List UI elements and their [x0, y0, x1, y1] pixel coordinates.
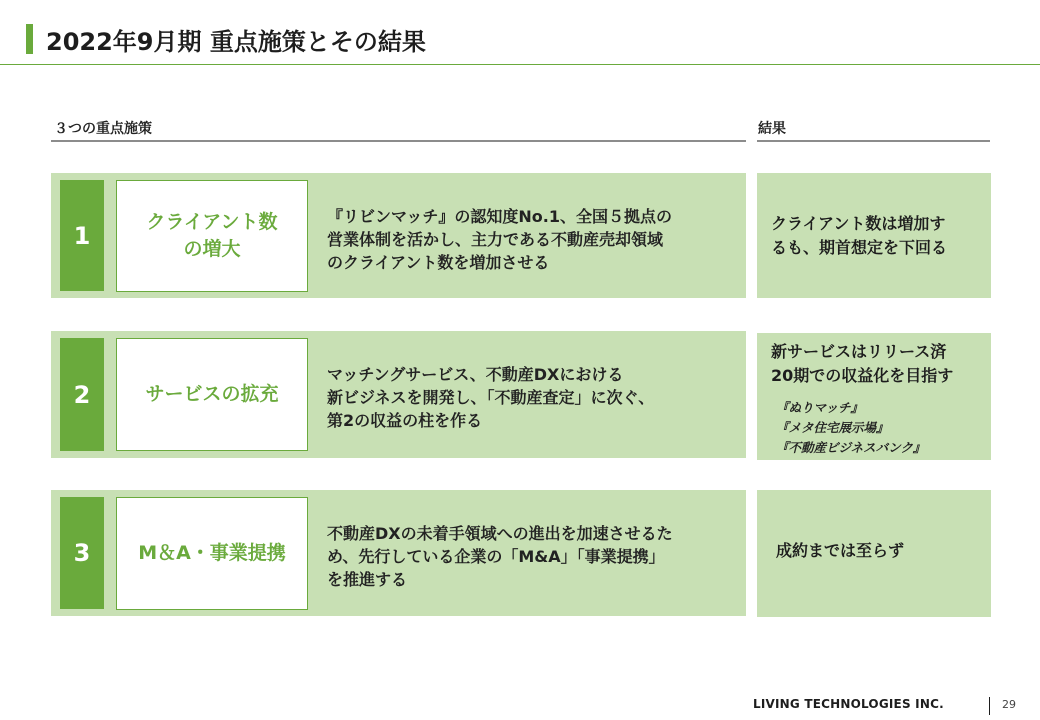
measures-header: ３つの重点施策 — [54, 121, 152, 137]
measure-name-2: サービスの拡充 — [116, 338, 308, 451]
page-title: 2022年9月期 重点施策とその結果 — [46, 28, 426, 56]
page-number: 29 — [1002, 698, 1016, 711]
result-service-list-2: 『ぬりマッチ』 『メタ住宅展示場』 『不動産ビジネスバンク』 — [776, 400, 926, 455]
measure-name-1: クライアント数 の増大 — [116, 180, 308, 292]
title-divider — [0, 64, 1040, 65]
result-text-1: クライアント数は増加す るも、期首想定を下回る — [771, 214, 948, 257]
results-header: 結果 — [758, 121, 786, 137]
result-text-3: 成約までは至らず — [776, 541, 905, 560]
results-header-rule — [757, 140, 990, 142]
footer-separator — [989, 697, 990, 715]
measures-header-rule — [51, 140, 746, 142]
measure-description-2: マッチングサービス、不動産DXにおける 新ビジネスを開発し、「不動産査定」に次ぐ、 第2の収益の柱を作る — [327, 365, 655, 430]
measure-description-3: 不動産DXの未着手領域への進出を加速させるた め、先行している企業の「M&A」「事業提携」 を推進する — [327, 524, 673, 589]
measure-name-3: M＆A・事業提携 — [116, 497, 308, 610]
result-text-2: 新サービスはリリース済 20期での収益化を目指す — [771, 342, 954, 385]
measure-description-1: 『リビンマッチ』の認知度No.1、全国５拠点の 営業体制を活かし、主力である不動産売却領域 のクライアント数を増加させる — [327, 207, 672, 272]
title-accent-bar — [26, 24, 33, 54]
company-logo: LIVING TECHNOLOGIES INC. — [753, 697, 944, 711]
measure-number-3: 3 — [60, 497, 104, 609]
measure-number-2: 2 — [60, 338, 104, 451]
measure-number-1: 1 — [60, 180, 104, 291]
